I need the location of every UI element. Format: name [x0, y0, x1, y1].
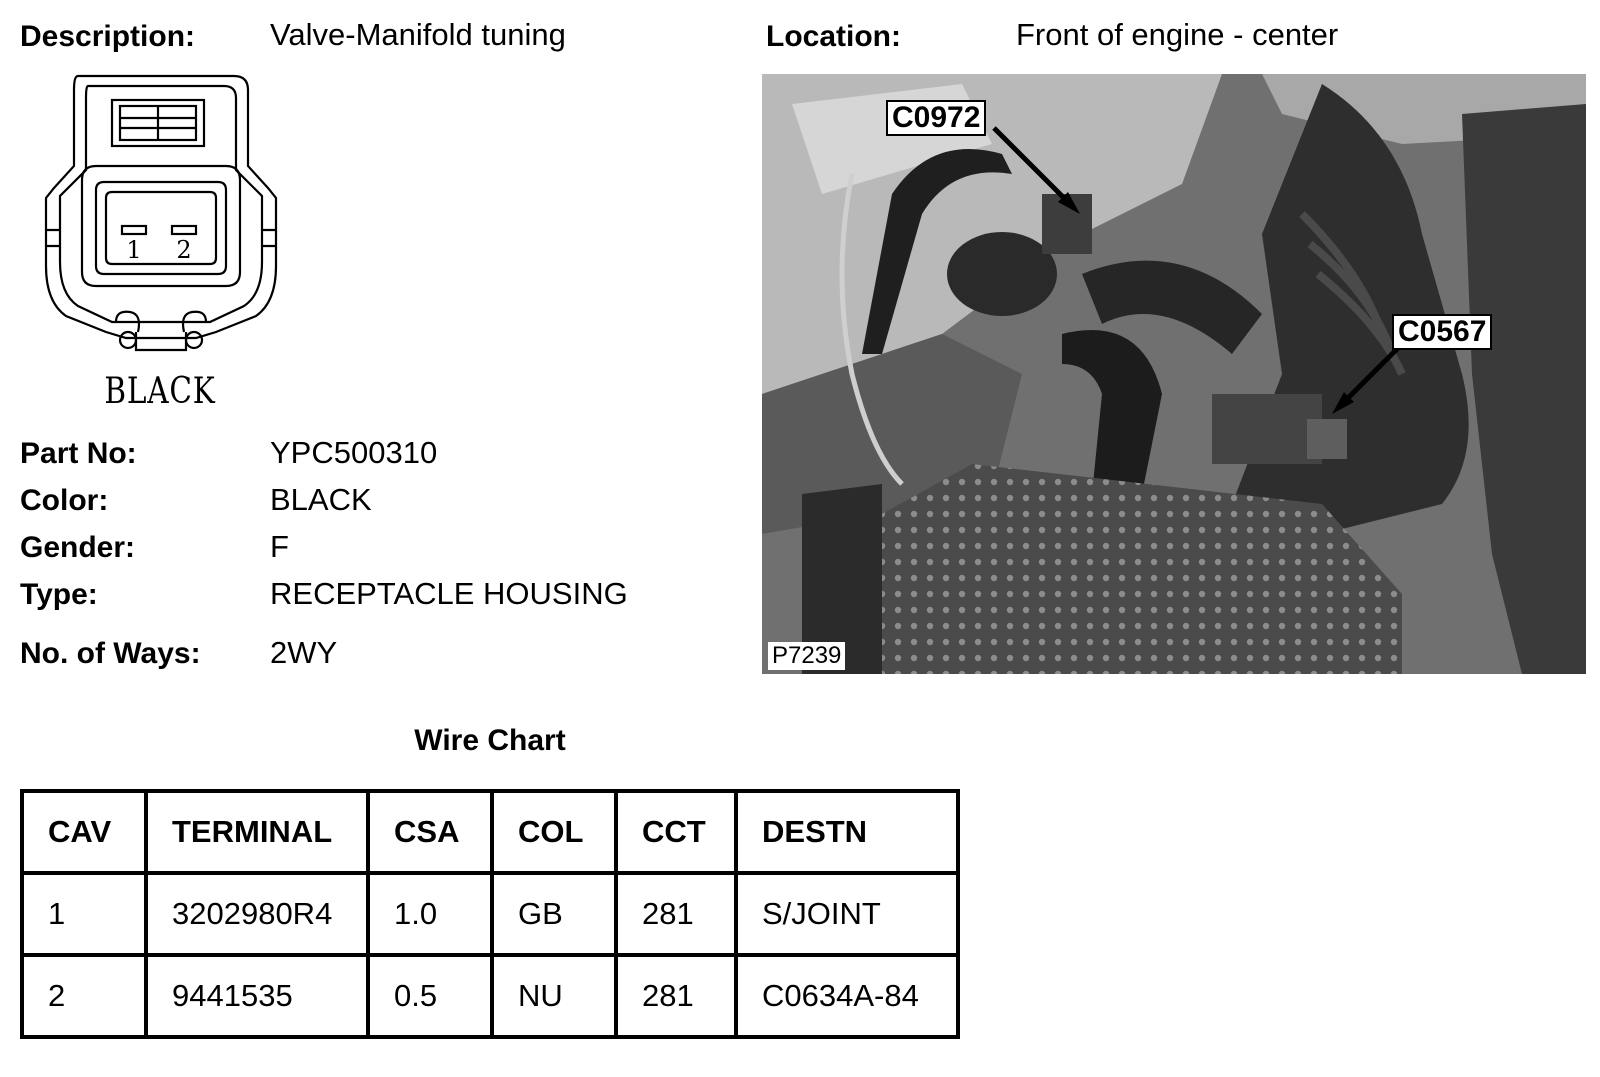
type-label: Type: — [20, 578, 98, 611]
cell-col: GB — [492, 873, 616, 955]
pin-label-1: 1 — [126, 236, 142, 264]
cell-cav: 1 — [22, 873, 146, 955]
callout-c0972: C0972 — [886, 100, 986, 136]
location-label: Location: — [766, 20, 901, 53]
color-label: Color: — [20, 484, 109, 517]
table-row — [22, 873, 958, 955]
cell-terminal: 3202980R4 — [146, 873, 368, 955]
photo-code: P7239 — [768, 642, 845, 670]
cell-destn: C0634A-84 — [736, 955, 958, 1037]
cell-cav: 2 — [22, 955, 146, 1037]
header-terminal: TERMINAL — [146, 791, 368, 873]
connector-face-diagram — [26, 70, 296, 365]
callout-c0567: C0567 — [1392, 314, 1492, 350]
part-no-value: YPC500310 — [270, 435, 438, 470]
cell-csa: 1.0 — [368, 873, 492, 955]
location-photo — [762, 74, 1586, 674]
gender-label: Gender: — [20, 531, 136, 564]
wire-chart-table — [20, 789, 960, 1039]
wire-chart-header-row — [22, 791, 958, 873]
header-cav: CAV — [22, 791, 146, 873]
type-value: RECEPTACLE HOUSING — [270, 576, 628, 611]
location-value: Front of engine - center — [1016, 17, 1339, 52]
ways-label: No. of Ways: — [20, 637, 201, 670]
pin-label-2: 2 — [176, 236, 192, 264]
cell-terminal: 9441535 — [146, 955, 368, 1037]
header-col: COL — [492, 791, 616, 873]
cell-cct: 281 — [616, 873, 736, 955]
wire-chart-title: Wire Chart — [414, 724, 566, 757]
cell-cct: 281 — [616, 955, 736, 1037]
color-value: BLACK — [270, 482, 372, 517]
header-csa: CSA — [368, 791, 492, 873]
cell-csa: 0.5 — [368, 955, 492, 1037]
header-destn: DESTN — [736, 791, 958, 873]
table-row — [22, 955, 958, 1037]
connector-color-label: BLACK — [104, 371, 216, 412]
description-value: Valve-Manifold tuning — [270, 17, 566, 52]
ways-value: 2WY — [270, 635, 338, 670]
cell-col: NU — [492, 955, 616, 1037]
header-cct: CCT — [616, 791, 736, 873]
cell-destn: S/JOINT — [736, 873, 958, 955]
gender-value: F — [270, 529, 289, 564]
part-no-label: Part No: — [20, 437, 137, 470]
description-label: Description: — [20, 20, 196, 53]
